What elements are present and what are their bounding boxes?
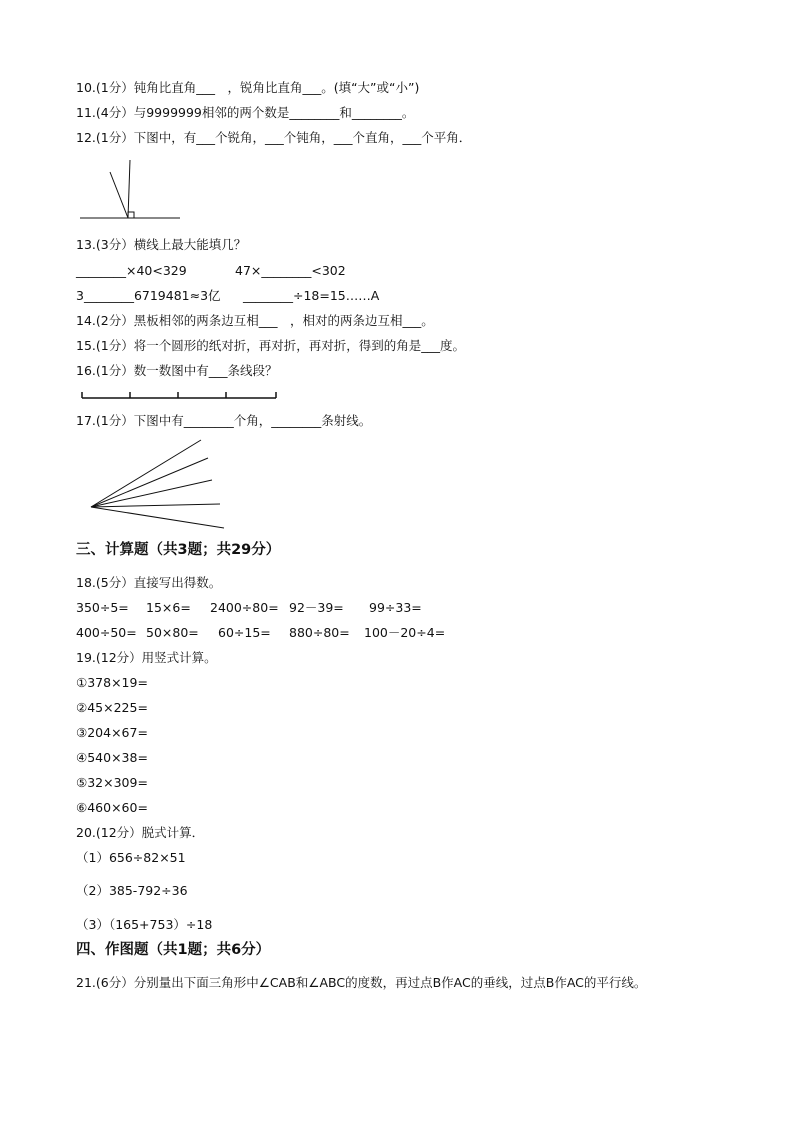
q19-item: ②45×225= <box>76 700 148 715</box>
q18-item: 400÷50= <box>76 625 137 640</box>
question-11: 11.(4分）与9999999相邻的两个数是________和________。 <box>76 105 415 120</box>
q18-item: 50×80= <box>146 625 199 640</box>
question-20: 20.(12分）脱式计算． <box>76 825 205 840</box>
question-19: 19.(12分）用竖式计算。 <box>76 650 217 665</box>
question-16: 16.(1分）数一数图中有___条线段？ <box>76 363 278 378</box>
q12-angle-figure <box>80 160 180 218</box>
q13-blank-d: ________÷18=15……A <box>243 288 380 303</box>
question-15: 15.(1分）将一个圆形的纸对折，再对折，再对折，得到的角是___度。 <box>76 338 465 353</box>
q19-item: ⑤32×309= <box>76 775 148 790</box>
q18-item: 60÷15= <box>218 625 271 640</box>
q13-blank-b: 47×________<302 <box>235 263 346 278</box>
q13-blank-a: ________×40<329 <box>76 263 187 278</box>
q17-rays-figure <box>91 440 224 528</box>
section-4-heading: 四、作图题（共1题；共6分） <box>76 942 271 958</box>
question-17: 17.(1分）下图中有________个角，________条射线。 <box>76 413 372 428</box>
q18-item: 2400÷80= <box>210 600 279 615</box>
question-18: 18.(5分）直接写出得数。 <box>76 575 222 590</box>
q18-item: 880÷80= <box>289 625 350 640</box>
q19-item: ⑥460×60= <box>76 800 148 815</box>
q19-item: ③204×67= <box>76 725 148 740</box>
q18-item: 100－20÷4= <box>364 625 446 640</box>
q16-segment-figure <box>82 392 276 398</box>
q13-blank-c: 3________6719481≈3亿 <box>76 288 221 303</box>
question-13: 13.(3分）横线上最大能填几？ <box>76 237 247 252</box>
q18-item: 15×6= <box>146 600 191 615</box>
question-14: 14.(2分）黑板相邻的两条边互相___ ，相对的两条边互相___。 <box>76 313 434 328</box>
q18-item: 350÷5= <box>76 600 129 615</box>
q20-item: （2）385-792÷36 <box>76 883 188 898</box>
q20-item: （3）（165+753）÷18 <box>76 917 213 932</box>
question-21: 21.(6分）分别量出下面三角形中∠CAB和∠ABC的度数，再过点B作AC的垂线，过点B作AC的平行线。 <box>76 975 647 990</box>
q20-item: （1）656÷82×51 <box>76 850 186 865</box>
question-12: 12.(1分）下图中，有___个锐角，___个钝角，___个直角，___个平角． <box>76 130 472 145</box>
section-3-heading: 三、计算题（共3题；共29分） <box>76 542 281 558</box>
q18-item: 92－39= <box>289 600 344 615</box>
q19-item: ④540×38= <box>76 750 148 765</box>
question-10: 10.(1分）钝角比直角___ ，锐角比直角___。(填“大”或“小”) <box>76 80 420 95</box>
q19-item: ①378×19= <box>76 675 148 690</box>
q18-item: 99÷33= <box>369 600 422 615</box>
